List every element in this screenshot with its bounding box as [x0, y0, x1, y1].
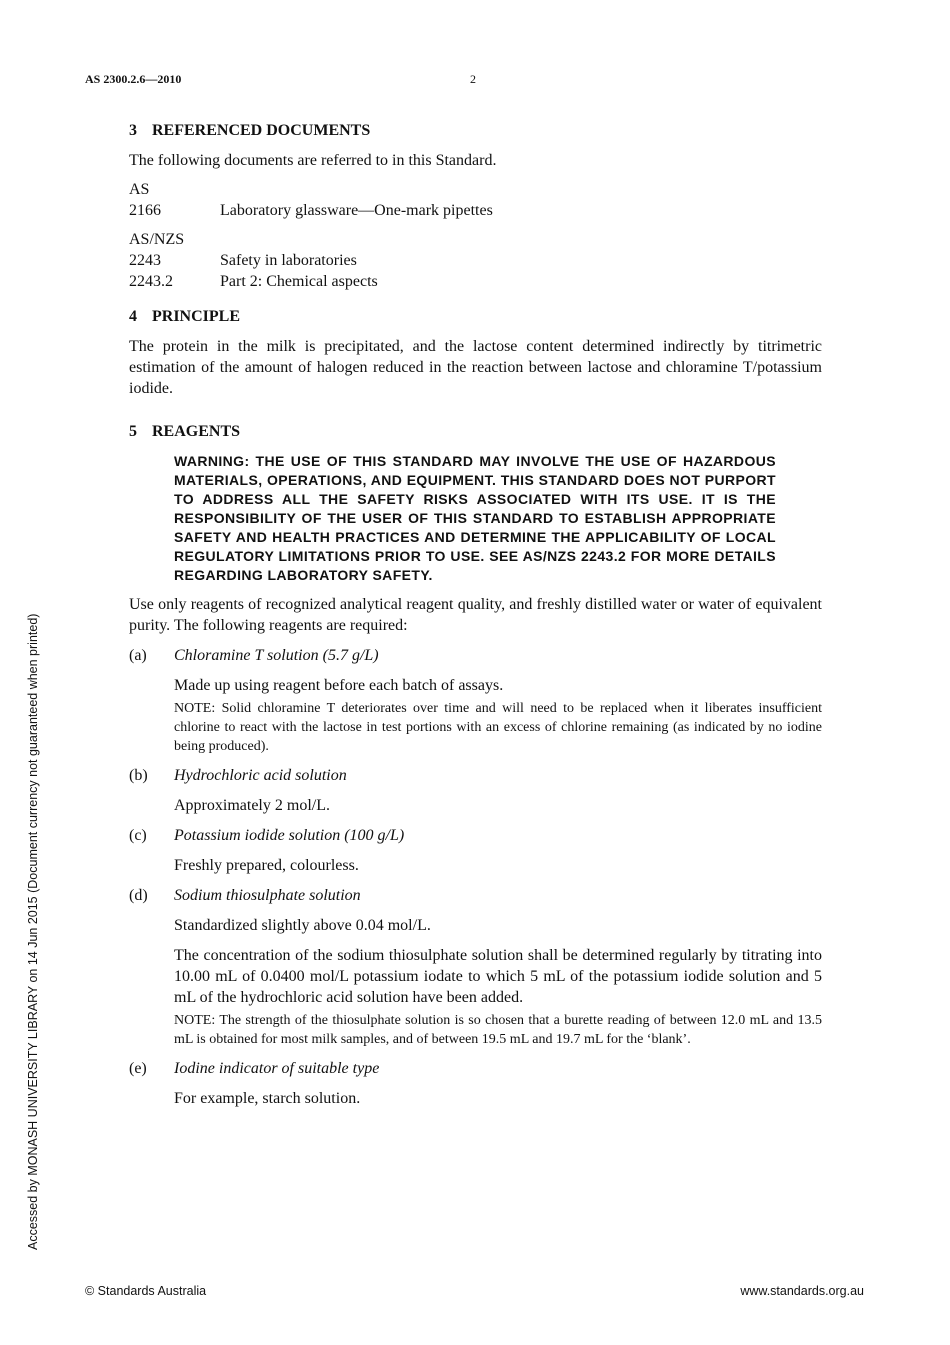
standard-number: AS 2300.2.6—2010: [85, 72, 182, 86]
footer-website-link[interactable]: www.standards.org.au: [740, 1284, 864, 1298]
reference-group-as: [129, 179, 822, 221]
footer-copyright: © Standards Australia: [85, 1284, 207, 1298]
reagent-item-d: (d) Sodium thiosulphate solution: [129, 887, 361, 904]
reagent-text: For example, starch solution.: [174, 1090, 361, 1107]
reagent-note: NOTE: Solid chloramine T deteriorates over time and will need to be replaced when it liberates insufficient chlorine to react with the lactose in test portions with an excess of chlorine remaining (as indicated by no iodine being produced).: [174, 701, 822, 754]
reagent-text: Freshly prepared, colourless.: [174, 857, 359, 874]
document-body: [129, 120, 822, 1109]
reference-row: 2243 Safety in laboratories: [129, 252, 357, 269]
reference-row: 2243.2 Part 2: Chemical aspects: [129, 273, 378, 290]
reagent-item-a: (a) Chloramine T solution (5.7 g/L): [129, 647, 379, 664]
reagent-note: NOTE: The strength of the thiosulphate solution is so chosen that a burette reading of between 12.0 mL and 13.5 mL is obtained for most milk samples, and of between 19.5 mL and 19.7 mL for the ‘blank’.: [174, 1013, 822, 1047]
safety-warning: WARNING: THE USE OF THIS STANDARD MAY INVOLVE THE USE OF HAZARDOUS MATERIALS, OPERATIONS, AND EQUIPMENT. THIS STANDARD DOES NOT PURPORT TO ADDRESS ALL THE SAFETY RISKS ASSOCIATED WITH ITS USE. IT IS THE RESPONSIBILITY OF THE USER OF THIS STANDARD TO ESTABLISH APPROPRIATE SAFETY AND HEALTH PRACTICES AND DETERMINE THE APPLICABILITY OF LOCAL REGULATORY LIMITATIONS PRIOR TO USE. SEE AS/NZS 2243.2 FOR MORE DETAILS REGARDING LABORATORY SAFETY.: [174, 453, 776, 583]
page-number: 2: [470, 72, 476, 86]
reagent-text: Standardized slightly above 0.04 mol/L.: [174, 917, 431, 934]
section-3-intro: The following documents are referred to in this Standard.: [129, 152, 497, 169]
section-5-intro: Use only reagents of recognized analytical reagent quality, and freshly distilled water or water of equivalent purity. The following reagents are required:: [129, 596, 822, 634]
reagent-text: The concentration of the sodium thiosulphate solution shall be determined regularly by titrating into 10.00 mL of 0.0400 mol/L potassium iodate to which 5 mL of the potassium iodide solution and 5 mL of the hydrochloric acid solution have been added.: [174, 947, 822, 1006]
access-watermark: Accessed by MONASH UNIVERSITY LIBRARY on 14 Jun 2015 (Document currency not guaranteed when printed): [26, 613, 40, 1250]
section-3-heading: 3 REFERENCED DOCUMENTS: [129, 122, 371, 139]
reference-org: AS/NZS: [129, 231, 185, 248]
section-4-heading: 4 PRINCIPLE: [129, 308, 241, 325]
reference-row: 2166 Laboratory glassware—One-mark pipettes: [129, 202, 493, 219]
section-4-text: The protein in the milk is precipitated, and the lactose content determined indirectly by titrimetric estimation of the amount of halogen reduced in the reaction between lactose and chloramine T/potassium iodide.: [129, 338, 822, 397]
section-5-heading: 5 REAGENTS: [129, 423, 241, 440]
reagent-item-e: (e) Iodine indicator of suitable type: [129, 1060, 380, 1077]
reagent-item-c: (c) Potassium iodide solution (100 g/L): [129, 827, 405, 844]
reagent-item-b: (b) Hydrochloric acid solution: [129, 767, 347, 784]
reagent-text: Made up using reagent before each batch of assays.: [174, 677, 504, 694]
reagent-text: Approximately 2 mol/L.: [174, 797, 330, 814]
reference-org: AS: [129, 181, 150, 198]
reference-group-asnzs: [129, 229, 822, 292]
